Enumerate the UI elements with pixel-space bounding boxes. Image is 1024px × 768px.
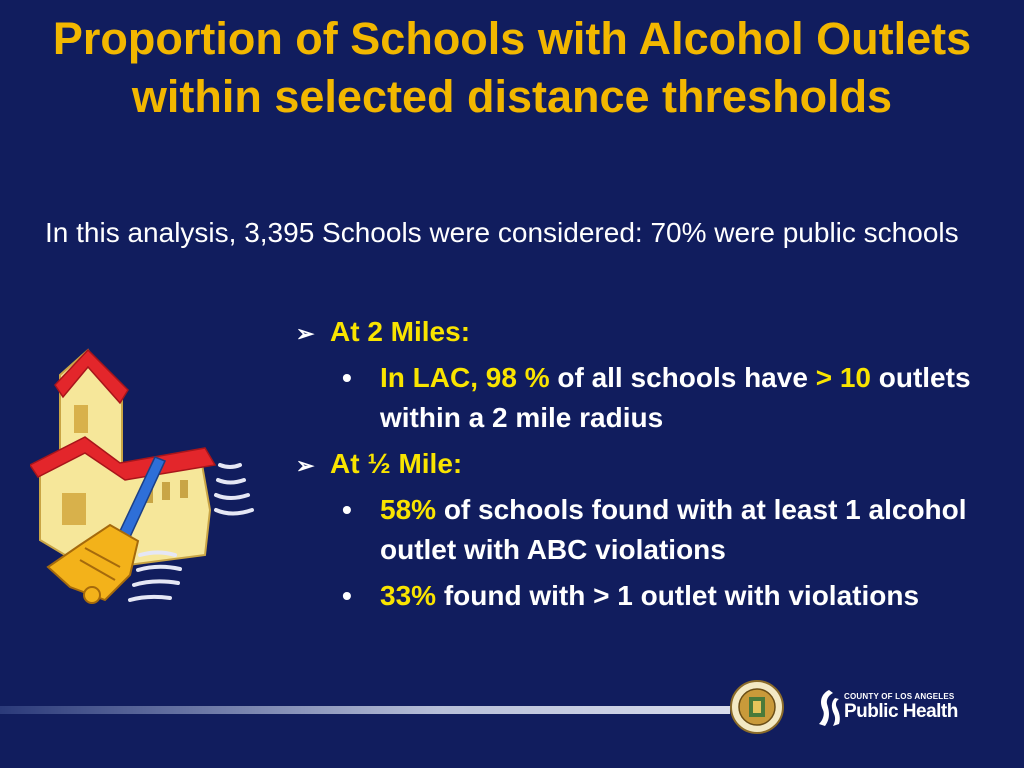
footer-divider [0, 706, 730, 714]
county-seal-icon [730, 680, 784, 734]
section-label: At 2 Miles: [330, 316, 471, 347]
bullet-text-part: of schools found with at least 1 alcohol outlet with ABC violations [380, 494, 967, 565]
dot-bullet-icon: • [342, 580, 352, 611]
bullet-item [338, 490, 996, 570]
section-2-miles [296, 312, 996, 354]
dot-bullet-icon: • [342, 362, 352, 393]
public-health-logo [815, 688, 965, 728]
section-label: At ½ Mile: [330, 448, 463, 479]
bullet-text-part: found with > 1 outlet with violations [436, 580, 920, 611]
logo-county-text: COUNTY OF LOS ANGELES [844, 692, 955, 701]
bullet-text [380, 490, 996, 570]
schoolhouse-bell-clipart [30, 345, 260, 615]
arrow-bullet-icon: ➢ [296, 453, 315, 478]
bullet-list [296, 308, 996, 622]
bullet-text-part: of all schools have [549, 362, 816, 393]
logo-public-health-text: Public Health [844, 701, 958, 722]
dot-bullet-icon: • [342, 494, 352, 525]
bullet-highlight: 58% [380, 494, 437, 525]
bullet-text [380, 576, 919, 616]
arrow-bullet-icon: ➢ [296, 321, 315, 346]
bullet-highlight: 33% [380, 580, 437, 611]
slide-title: Proportion of Schools with Alcohol Outlets within selected distance thresholds [52, 13, 972, 122]
bullet-highlight: > 10 [815, 362, 871, 393]
bullet-item [338, 576, 996, 616]
bullet-text-part: outlets within a 2 mile radius [380, 362, 971, 433]
public-health-logo-icon [815, 688, 843, 728]
intro-text: In this analysis, 3,395 Schools were considered: 70% were public schools [45, 217, 959, 248]
section-half-mile [296, 444, 996, 486]
bullet-text [380, 358, 996, 438]
bullet-item [338, 358, 996, 438]
bullet-highlight: In LAC, 98 % [380, 362, 550, 393]
